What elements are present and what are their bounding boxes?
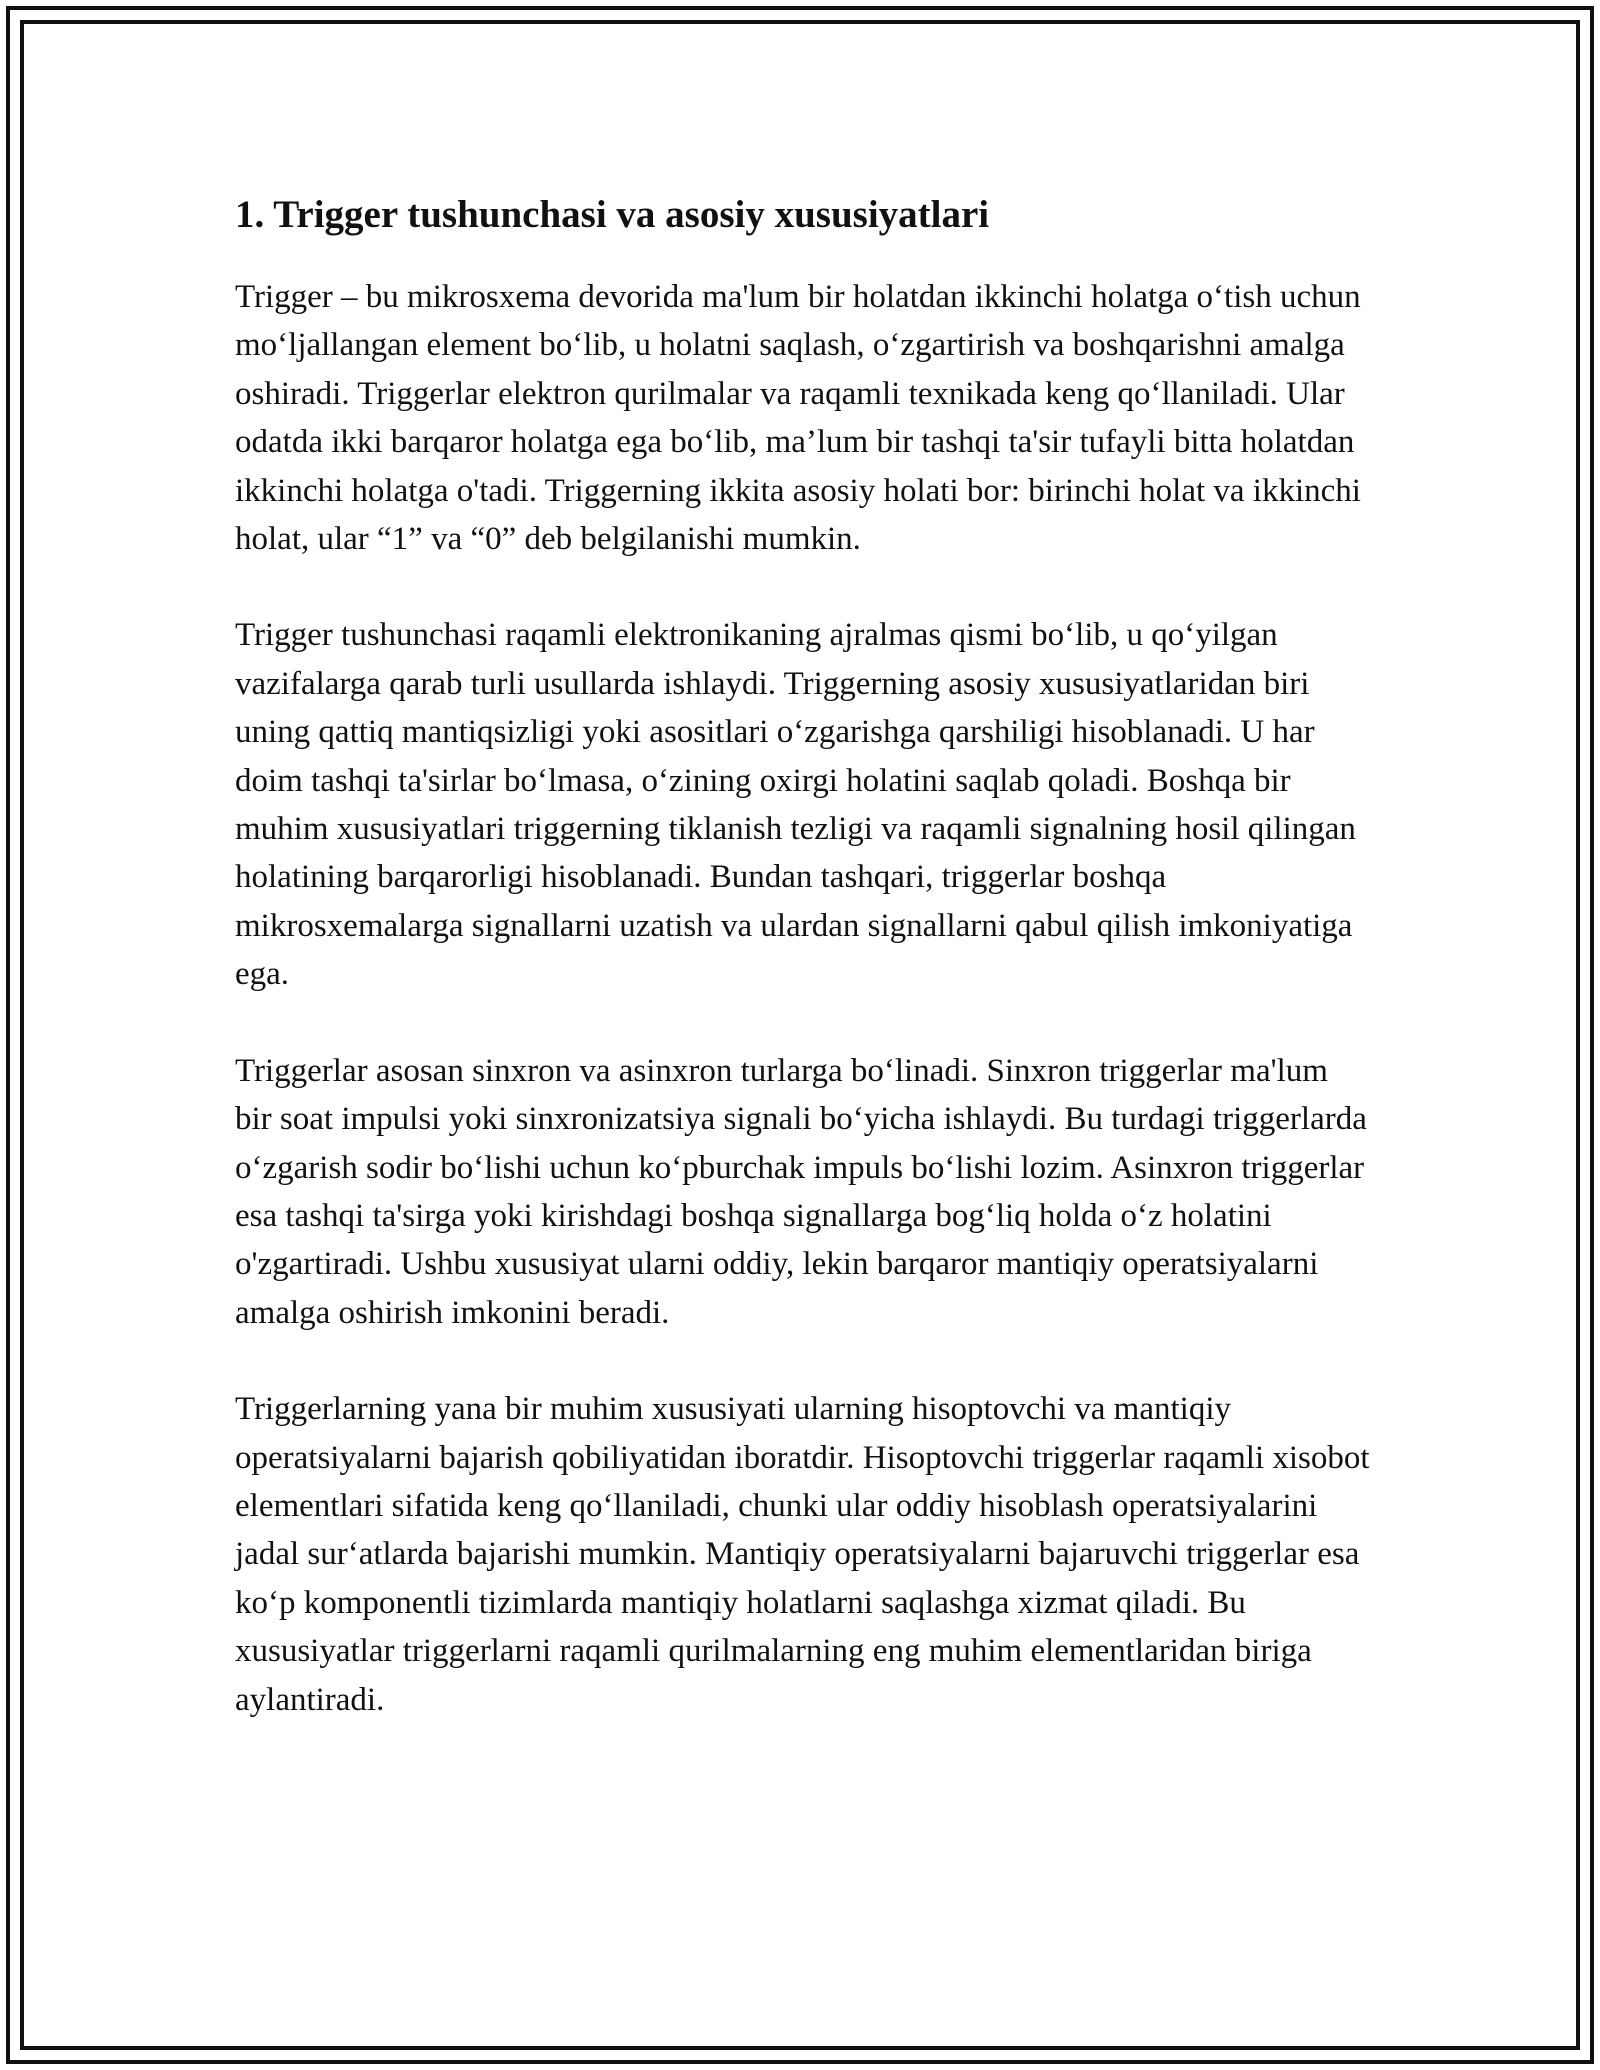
paragraph-3: Triggerlar asosan sinxron va asinxron turlarga bo‘linadi. Sinxron triggerlar ma'lum bir soat impulsi yoki sinxronizatsiya signali bo‘yicha ishlaydi. Bu turdagi triggerlarda o‘zgarish sodir bo‘lishi uchun ko‘pburchak impuls bo‘lishi lozim. Asinxron triggerlar esa tashqi ta'sirga yoki kirishdagi boshqa signallarga bog‘liq holda o‘z holatini o'zgartiradi. Ushbu xususiyat ularni oddiy, lekin barqaror mantiqiy operatsiyalarni amalga oshirish imkonini beradi. [235, 1052, 1367, 1331]
paragraph-4: Triggerlarning yana bir muhim xususiyati ularning hisoptovchi va mantiqiy operatsiyalarni bajarish qobiliyatidan iboratdir. Hisoptovchi triggerlar raqamli xisobot elementlari sifatida keng qo‘llaniladi, chunki ular oddiy hisoblash operatsiyalarini jadal sur‘atlarda bajarishi mumkin. Mantiqiy operatsiyalarni bajaruvchi triggerlar esa ko‘p komponentli tizimlarda mantiqiy holatlarni saqlashga xizmat qiladi. Bu xususiyatlar triggerlarni raqamli qurilmalarning eng muhim elementlaridan biriga aylantiradi. [235, 1391, 1370, 1718]
document-body [235, 183, 1370, 1772]
section-heading: 1. Trigger tushunchasi va asosiy xususiyatlari [235, 193, 990, 236]
paragraph-1: Trigger – bu mikrosxema devorida ma'lum bir holatdan ikkinchi holatga o‘tish uchun mo‘ljallangan element bo‘lib, u holatni saqlash, o‘zgartirish va boshqarishni amalga oshiradi. Triggerlar elektron qurilmalar va raqamli texnikada keng qo‘llaniladi. Ular odatda ikki barqaror holatga ega bo‘lib, ma’lum bir tashqi ta'sir tufayli bitta holatdan ikkinchi holatga o'tadi. Triggerning ikkita asosiy holati bor: birinchi holat va ikkinchi holat, ular “1” va “0” deb belgilanishi mumkin. [235, 279, 1361, 558]
paragraph-2: Trigger tushunchasi raqamli elektronikaning ajralmas qismi bo‘lib, u qo‘yilgan vazifalarga qarab turli usullarda ishlaydi. Triggerning asosiy xususiyatlaridan biri uning qattiq mantiqsizligi yoki asositlari o‘zgarishga qarshiligi hisoblanadi. U har doim tashqi ta'sirlar bo‘lmasa, o‘zining oxirgi holatini saqlab qoladi. Boshqa bir muhim xususiyatlari triggerning tiklanish tezligi va raqamli signalning hosil qilingan holatining barqarorligi hisoblanadi. Bundan tashqari, triggerlar boshqa mikrosxemalarga signallarni uzatish va ulardan signallarni qabul qilish imkoniyatiga ega. [235, 617, 1356, 993]
